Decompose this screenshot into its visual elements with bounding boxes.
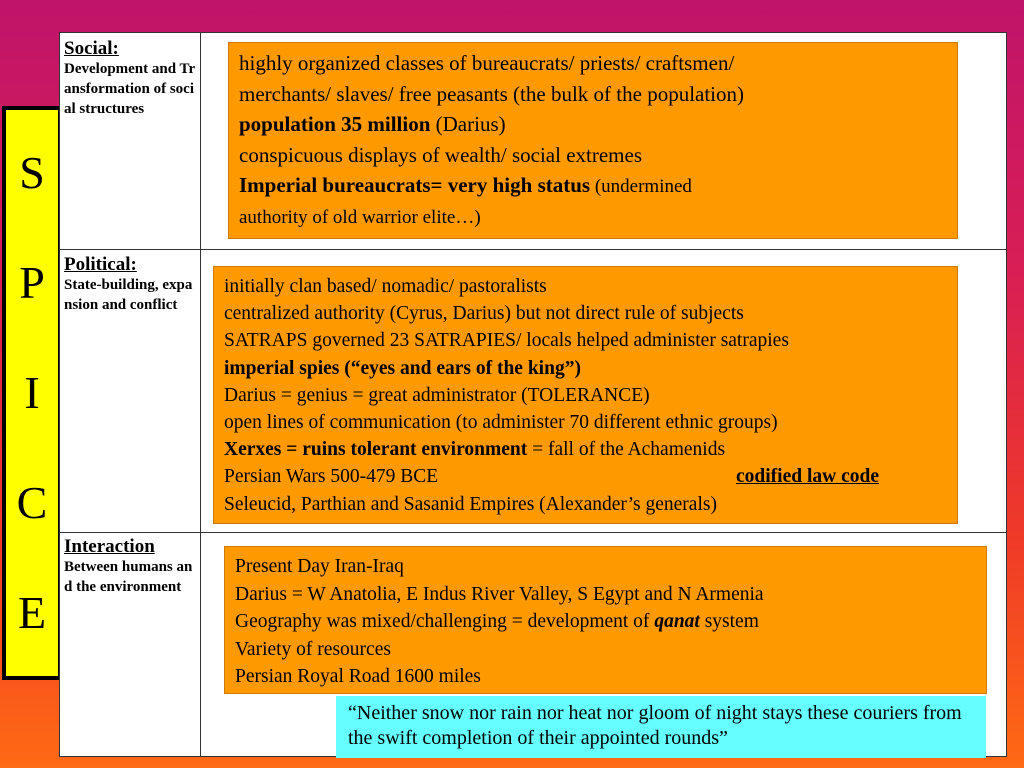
row-divider-2 <box>60 532 1006 533</box>
social-population-rest: (Darius) <box>430 112 506 136</box>
political-law-code: codified law code <box>736 466 879 488</box>
social-population-bold: population 35 million <box>239 112 431 136</box>
spice-letter-s: S <box>19 147 45 198</box>
spice-letter-i: I <box>24 367 40 418</box>
social-line-1: highly organized classes of bureaucrats/ priests/ craftsmen/ <box>239 51 735 75</box>
political-line-6: open lines of communication (to administer 70 different ethnic groups) <box>224 412 778 434</box>
social-bureaucrats-bold: Imperial bureaucrats= very high status <box>239 173 591 197</box>
interaction-qanat: qanat <box>654 611 700 632</box>
political-label-cell <box>64 255 198 315</box>
social-content-box <box>228 42 958 239</box>
courier-quote: “Neither snow nor rain nor heat nor gloom of night stays these couriers from the swift completion of their appointed rounds” <box>336 696 986 758</box>
spice-letter-c: C <box>16 477 48 528</box>
interaction-label-cell <box>64 537 198 597</box>
social-title: Social: <box>64 38 119 59</box>
row-divider-1 <box>60 249 1006 250</box>
political-line-1: initially clan based/ nomadic/ pastoralists <box>224 276 547 297</box>
political-line-3: SATRAPS governed 23 SATRAPIES/ locals helped administer satrapies <box>224 330 789 352</box>
spice-letter-p: P <box>19 257 45 308</box>
political-subtitle: State-building, expansion and conflict <box>64 277 193 313</box>
interaction-line-2: Darius = W Anatolia, E Indus River Valley, S Egypt and N Armenia <box>235 583 764 605</box>
interaction-title: Interaction <box>64 536 155 557</box>
social-line-6: authority of old warrior elite…) <box>239 206 481 228</box>
spice-acronym-bar <box>2 106 62 680</box>
political-xerxes-bold: Xerxes = ruins tolerant environment <box>224 439 528 461</box>
social-line-4: conspicuous displays of wealth/ social extremes <box>239 142 642 167</box>
political-line-7 <box>224 436 947 463</box>
social-line-5 <box>239 170 947 203</box>
social-label-cell <box>64 39 198 119</box>
interaction-line-5: Persian Royal Road 1600 miles <box>235 666 481 687</box>
interaction-line-3 <box>235 608 976 636</box>
political-line-8 <box>224 463 947 490</box>
political-line-5: Darius = genius = great administrator (TOLERANCE) <box>224 384 650 406</box>
political-line-4: imperial spies (“eyes and ears of the king”) <box>224 357 581 379</box>
political-content-box <box>213 266 958 524</box>
social-line-3 <box>239 109 947 140</box>
social-bureaucrats-rest: (undermined <box>590 176 692 197</box>
spice-letter-e: E <box>17 587 47 638</box>
interaction-content-box <box>224 546 987 694</box>
political-line-2: centralized authority (Cyrus, Darius) but not direct rule of subjects <box>224 303 744 325</box>
political-persian-wars: Persian Wars 500-479 BCE <box>224 466 439 488</box>
interaction-line-1: Present Day Iran-Iraq <box>235 556 404 577</box>
interaction-system: system <box>699 611 759 632</box>
social-subtitle: Development and Transformation of social structures <box>64 61 196 117</box>
political-xerxes-rest: = fall of the Achamenids <box>527 439 726 461</box>
interaction-subtitle: Between humans and the environment <box>64 559 193 595</box>
political-title: Political: <box>64 254 137 275</box>
political-line-9: Seleucid, Parthian and Sasanid Empires (Alexander’s generals) <box>224 493 717 515</box>
interaction-geography: Geography was mixed/challenging = development of <box>235 611 655 632</box>
column-divider <box>200 33 201 756</box>
interaction-line-4: Variety of resources <box>235 638 391 660</box>
social-line-2: merchants/ slaves/ free peasants (the bulk of the population) <box>239 81 745 106</box>
